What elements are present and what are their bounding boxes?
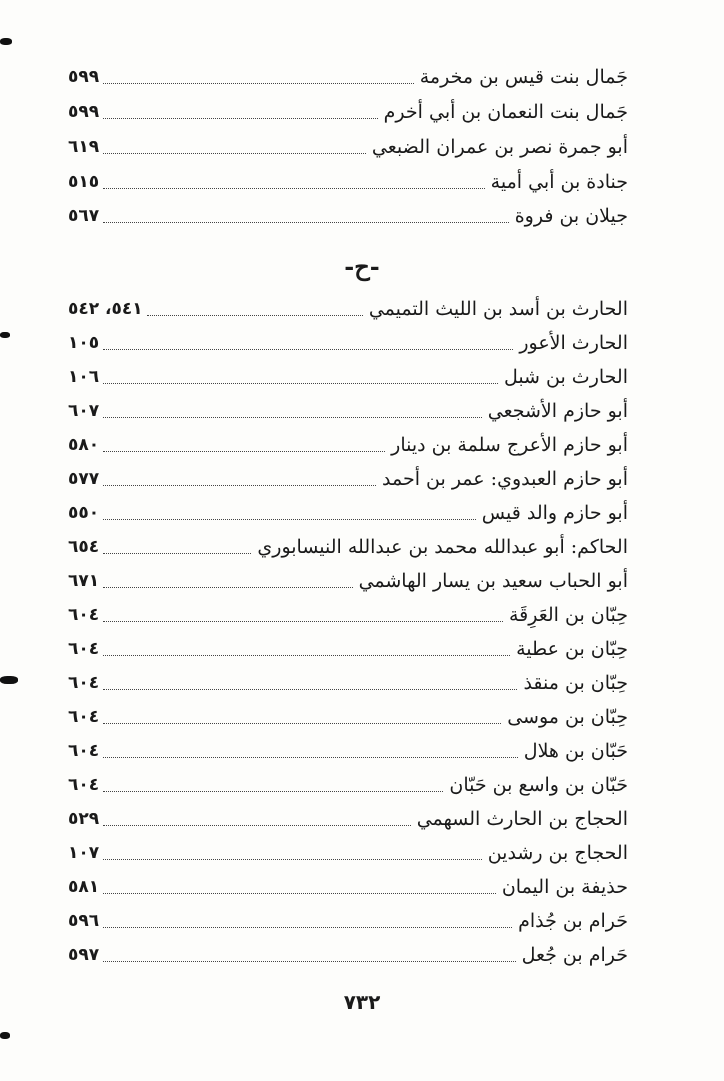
index-entry <box>68 62 628 92</box>
entry-name: الحجاج بن الحارث السهمي <box>416 808 628 830</box>
entry-page: ٦٠٤ <box>68 775 100 795</box>
index-entry <box>68 532 628 562</box>
dot-leader <box>103 859 482 860</box>
dot-leader <box>103 153 366 154</box>
entry-page: ٦٠٤ <box>68 707 100 727</box>
index-entry <box>68 600 628 630</box>
dot-leader <box>103 451 385 452</box>
entry-page: ٥٨١ <box>68 877 100 897</box>
entry-page: ٦٠٤ <box>68 741 100 761</box>
entry-page: ٥٩٦ <box>68 911 100 931</box>
entry-page: ١٠٦ <box>68 367 100 387</box>
entry-name: جَمال بنت قيس بن مخرمة <box>419 66 628 88</box>
dot-leader <box>103 723 501 724</box>
entry-name: الحارث الأعور <box>519 332 628 354</box>
dot-leader <box>103 961 515 962</box>
entry-name: حَرام بن جُذام <box>518 910 628 932</box>
index-entry <box>68 464 628 494</box>
entry-name: الحجاج بن رشدين <box>487 842 628 864</box>
dot-leader <box>103 893 496 894</box>
dot-leader <box>103 349 513 350</box>
entry-page: ٥٦٧ <box>68 206 100 226</box>
entry-name: الحارث بن أسد بن الليث التميمي <box>368 298 628 320</box>
index-entry <box>68 362 628 392</box>
dot-leader <box>103 519 476 520</box>
scan-mark <box>0 676 18 684</box>
index-entry <box>68 430 628 460</box>
dot-leader <box>103 383 498 384</box>
dot-leader <box>103 825 411 826</box>
index-entry <box>68 201 628 231</box>
index-entry <box>68 702 628 732</box>
entry-name: أبو حازم الأشجعي <box>487 400 628 422</box>
entry-page: ٥٩٩ <box>68 67 100 87</box>
index-entry <box>68 498 628 528</box>
entry-name: حِبّان بن عطية <box>516 638 628 660</box>
dot-leader <box>103 485 376 486</box>
entry-name: الحاكم: أبو عبدالله محمد بن عبدالله النيسابوري <box>257 536 628 558</box>
index-entry <box>68 770 628 800</box>
dot-leader <box>103 417 482 418</box>
page-number: ٧٣٢ <box>343 990 381 1014</box>
entry-page: ١٠٥ <box>68 333 100 353</box>
entry-name: حِبّان بن العَرِقَة <box>508 604 628 626</box>
dot-leader <box>103 621 503 622</box>
entry-page: ٦٥٤ <box>68 537 100 557</box>
dot-leader <box>103 791 443 792</box>
scan-mark <box>0 332 10 338</box>
dot-leader <box>103 222 509 223</box>
entry-name: أبو حازم العبدوي: عمر بن أحمد <box>382 468 628 490</box>
section-heading: -ح- <box>344 252 380 281</box>
entry-name: حذيفة بن اليمان <box>501 876 628 898</box>
entry-page: ١٠٧ <box>68 843 100 863</box>
dot-leader <box>103 188 485 189</box>
dot-leader <box>147 315 363 316</box>
scan-mark <box>0 38 12 45</box>
entry-page: ٦٧١ <box>68 571 100 591</box>
entry-page: ٥٨٠ <box>68 435 100 455</box>
index-entry <box>68 294 628 324</box>
dot-leader <box>103 689 517 690</box>
entry-name: أبو الحباب سعيد بن يسار الهاشمي <box>358 570 628 592</box>
dot-leader <box>103 757 518 758</box>
dot-leader <box>103 553 251 554</box>
index-entry <box>68 668 628 698</box>
entry-page: ٦٠٤ <box>68 673 100 693</box>
index-entry <box>68 97 628 127</box>
entry-page: ٥٧٧ <box>68 469 100 489</box>
index-entry <box>68 328 628 358</box>
entry-page: ٥١٥ <box>68 172 100 192</box>
entry-page: ٦٠٤ <box>68 605 100 625</box>
entry-page: ٥٩٧ <box>68 945 100 965</box>
index-entry <box>68 132 628 162</box>
dot-leader <box>103 655 510 656</box>
entry-name: جيلان بن فروة <box>514 205 628 227</box>
entry-name: حَبّان بن هلال <box>523 740 628 762</box>
entry-page: ٥٢٩ <box>68 809 100 829</box>
entry-page: ٦٠٤ <box>68 639 100 659</box>
entry-name: أبو حازم والد قيس <box>481 502 628 524</box>
entry-page: ٦١٩ <box>68 137 100 157</box>
index-entry <box>68 167 628 197</box>
dot-leader <box>103 587 352 588</box>
index-entry <box>68 736 628 766</box>
entry-name: الحارث بن شبل <box>503 366 628 388</box>
index-entry <box>68 804 628 834</box>
entry-page: ٦٠٧ <box>68 401 100 421</box>
entry-name: حَرام بن جُعل <box>521 944 628 966</box>
entry-name: أبو جمرة نصر بن عمران الضبعي <box>371 136 628 158</box>
entry-name: حِبّان بن موسى <box>507 706 628 728</box>
index-entry <box>68 566 628 596</box>
entry-page: ٥٩٩ <box>68 102 100 122</box>
index-entry <box>68 940 628 970</box>
index-entry <box>68 906 628 936</box>
index-entry <box>68 634 628 664</box>
index-entry <box>68 872 628 902</box>
entry-name: جنادة بن أبي أمية <box>490 171 628 193</box>
entry-name: أبو حازم الأعرج سلمة بن دينار <box>391 434 628 456</box>
entry-name: حِبّان بن منقذ <box>523 672 628 694</box>
entry-page: ٥٥٠ <box>68 503 100 523</box>
index-entry <box>68 838 628 868</box>
entry-name: جَمال بنت النعمان بن أبي أخرم <box>383 101 628 123</box>
scan-mark <box>0 1032 10 1039</box>
dot-leader <box>103 83 414 84</box>
entry-name: حَبّان بن واسع بن حَبّان <box>449 774 628 796</box>
index-entry <box>68 396 628 426</box>
entry-page: ٥٤١، ٥٤٢ <box>68 299 143 319</box>
dot-leader <box>103 118 378 119</box>
dot-leader <box>103 927 512 928</box>
